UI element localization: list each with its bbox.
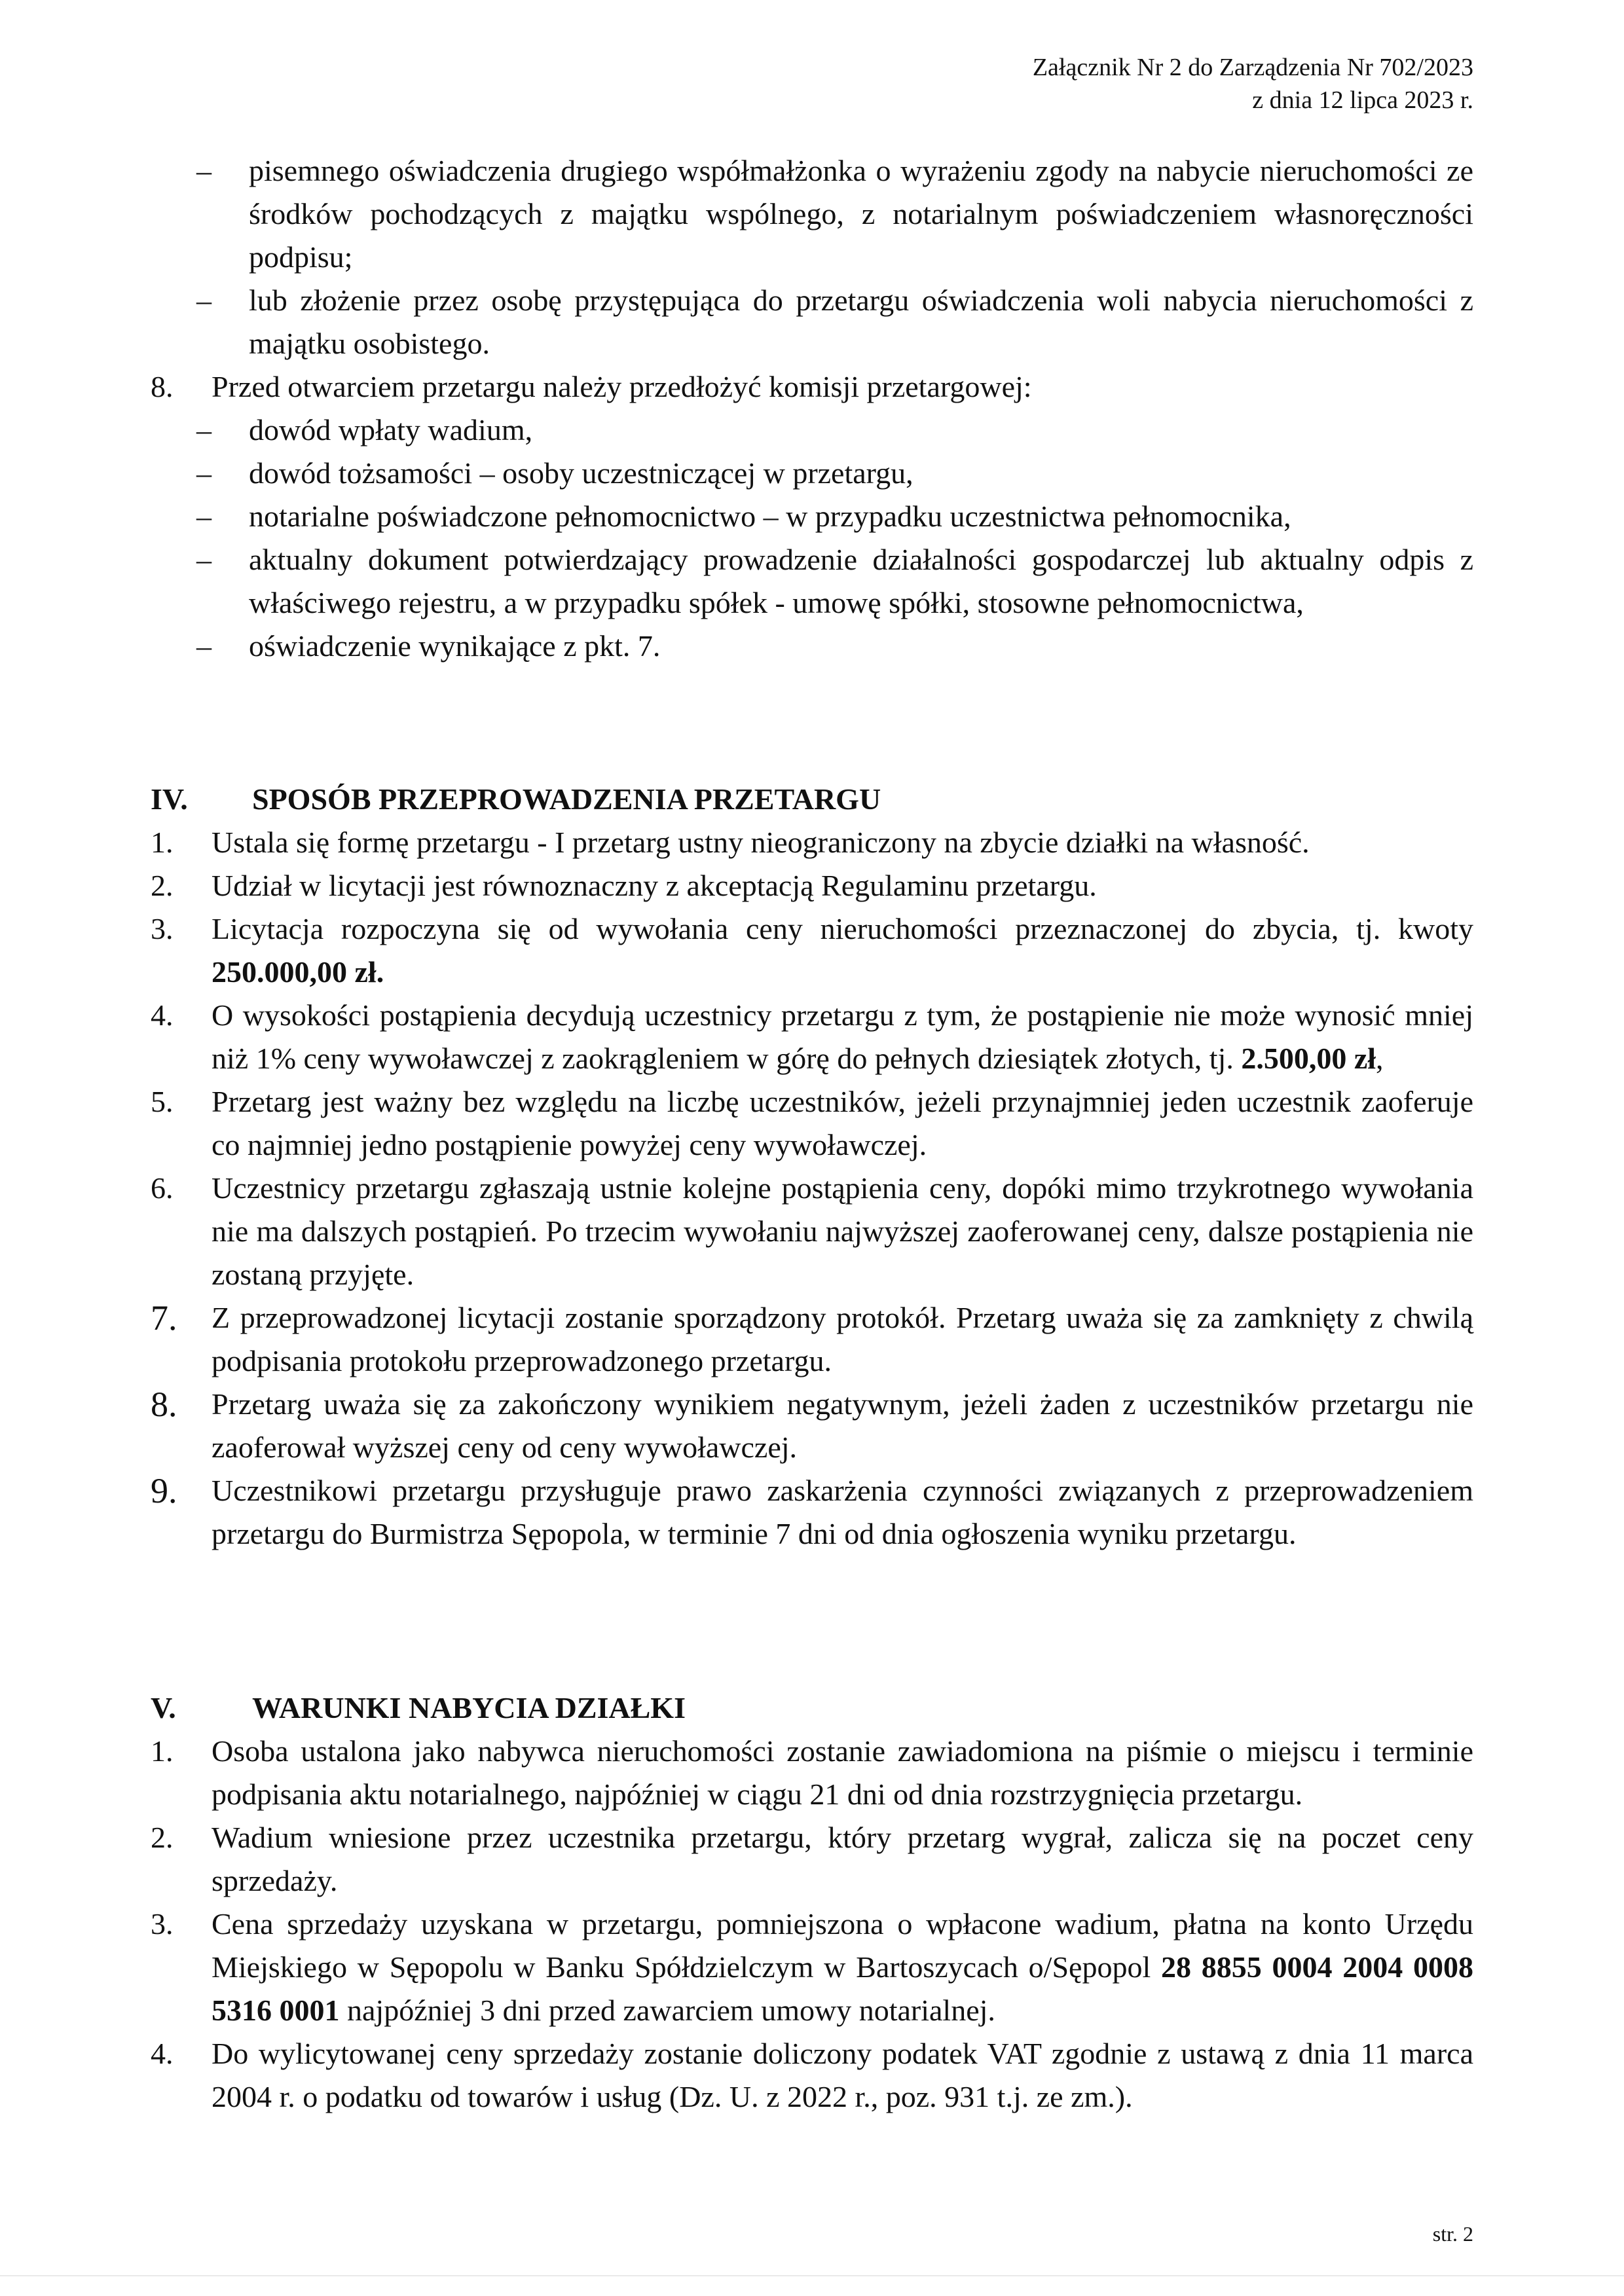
list-item-text: lub złożenie przez osobę przystępująca do przetargu oświadczenia woli nabycia nieruchomości z majątku osobistego. [249,283,1473,360]
item-number: 7. [151,1298,177,1338]
minimum-increment: 2.500,00 zł [1241,1042,1376,1075]
item-number: 2. [151,869,174,902]
item-text-part: O wysokości postąpienia decydują uczestnicy przetargu z tym, że postąpienie nie może wynosić mniej niż 1% ceny wywoławczej z zaokrągleniem w górę do pełnych dziesiątek złotych, tj. [212,998,1473,1075]
item-text: Przetarg uważa się za zakończony wynikiem negatywnym, jeżeli żaden z uczestników przetargu nie zaoferował wyższej ceny od ceny wywoławczej. [212,1387,1473,1464]
sub-list-item [151,538,1473,625]
section-purchase-conditions [151,1668,1473,2119]
item-number: 5. [151,1085,174,1118]
sub-list-item [151,409,1473,452]
item-text: Z przeprowadzonej licytacji zostanie sporządzony protokół. Przetarg uważa się za zamknięty z chwilą podpisania protokołu przeprowadzonego przetargu. [212,1301,1473,1377]
list-item [151,1816,1473,1903]
section-title: WARUNKI NABYCIA DZIAŁKI [252,1691,686,1724]
dash-bullet: – [196,543,212,576]
list-item-text: pisemnego oświadczenia drugiego współmałżonka o wyrażeniu zgody na nabycie nieruchomości ze środków pochodzących z majątku wspólnego, z notarialnym poświadczeniem własnoręczności podpisu; [249,154,1473,274]
item-number: 8. [151,370,174,403]
list-item [151,149,1473,279]
dash-bullet: – [196,629,212,663]
item-text: Ustala się formę przetargu - I przetarg ustny nieograniczony na zbycie działki na własność. [212,826,1310,859]
item-text: Przed otwarciem przetargu należy przedłożyć komisji przetargowej: [212,370,1032,403]
item-text: Do wylicytowanej ceny sprzedaży zostanie doliczony podatek VAT zgodnie z ustawą z dnia 11 marca 2004 r. o podatku od towarów i usług (Dz. U. z 2022 r., poz. 931 t.j. ze zm.). [212,2037,1473,2113]
section-heading [151,778,1473,821]
item-text: Osoba ustalona jako nabywca nieruchomości zostanie zawiadomiona na piśmie o miejscu i terminie podpisania aktu notarialnego, najpóźniej w ciągu 21 dni od dnia rozstrzygnięcia przetargu. [212,1734,1473,1811]
dash-bullet: – [196,283,212,317]
section-procedure [151,759,1473,1556]
sub-list-item [151,452,1473,495]
continued-list [151,149,1473,668]
list-item [151,1469,1473,1556]
list-item [151,1080,1473,1167]
page-number: str. 2 [1432,2222,1473,2246]
item-text-part: najpóźniej 3 dni przed zawarciem umowy notarialnej. [339,1994,995,2027]
document-header [1033,51,1473,117]
sub-list-item [151,495,1473,538]
item-text: Udział w licytacji jest równoznaczny z akceptacją Regulaminu przetargu. [212,869,1097,902]
list-item [151,907,1473,994]
item-number: 4. [151,998,174,1032]
list-item [151,994,1473,1080]
item-number: 8. [151,1385,177,1424]
list-item [151,821,1473,864]
list-item [151,1730,1473,1816]
item-text-part: Cena sprzedaży uzyskana w przetargu, pomniejszona o wpłacone wadium, płatna na konto Urzędu Miejskiego w Sępopolu w Banku Spółdzielczym w Bartoszycach o/Sępopol [212,1907,1473,1984]
list-item [151,1903,1473,2032]
sub-item-text: notarialne poświadczone pełnomocnictwo – w przypadku uczestnictwa pełnomocnika, [249,500,1291,533]
item-number: 1. [151,1734,174,1768]
item-number: 9. [151,1471,177,1510]
attachment-reference: Załącznik Nr 2 do Zarządzenia Nr 702/2023 [1032,54,1473,81]
dash-bullet: – [196,500,212,533]
section-number: V. [151,1691,176,1724]
list-item [151,1296,1473,1383]
item-text: Uczestnicy przetargu zgłaszają ustnie kolejne postąpienia ceny, dopóki mimo trzykrotnego wywołania nie ma dalszych postąpień. Po trzecim wywołaniu najwyższej zaoferowanej ceny, dalsze postąpienia nie zostaną przyjęte. [212,1171,1473,1291]
list-item [151,864,1473,907]
item-text [212,907,1473,994]
list-item [151,1167,1473,1296]
scan-edge-line [0,2275,1624,2276]
item-number: 4. [151,2037,174,2070]
item-text: Przetarg jest ważny bez względu na liczbę uczestników, jeżeli przynajmniej jeden uczestnik zaoferuje co najmniej jedno postąpienie powyżej ceny wywoławczej. [212,1085,1473,1161]
attachment-date: z dnia 12 lipca 2023 r. [1252,86,1473,114]
sub-item-text: oświadczenie wynikające z pkt. 7. [249,629,661,663]
sub-item-text: aktualny dokument potwierdzający prowadzenie działalności gospodarczej lub aktualny odpis z właściwego rejestru, a w przypadku spółek - umowę spółki, stosowne pełnomocnictwa, [249,543,1473,619]
list-item [151,279,1473,365]
item-text-part: Licytacja rozpoczyna się od wywołania ceny nieruchomości przeznaczonej do zbycia, tj. kwoty [212,912,1473,945]
item-number: 6. [151,1171,174,1205]
item-number: 3. [151,912,174,945]
section-heading [151,1686,1473,1730]
bank-account-number: 28 8855 0004 2004 0008 5316 0001 [212,1950,1474,2027]
item-text [212,1903,1473,2032]
dash-bullet: – [196,456,212,490]
item-text: Uczestnikowi przetargu przysługuje prawo zaskarżenia czynności związanych z przeprowadzeniem przetargu do Burmistrza Sępopola, w terminie 7 dni od dnia ogłoszenia wyniku przetargu. [212,1474,1473,1550]
sub-item-text: dowód tożsamości – osoby uczestniczącej w przetargu, [249,456,913,490]
list-item [151,1383,1473,1469]
item-number: 3. [151,1907,174,1941]
list-item [151,2032,1473,2119]
item-number: 1. [151,826,174,859]
item-text [212,994,1473,1080]
dash-bullet: – [196,413,212,446]
starting-price: 250.000,00 zł. [212,955,384,989]
item-text-part: , [1376,1042,1384,1075]
section-number: IV. [151,782,188,816]
section-title: SPOSÓB PRZEPROWADZENIA PRZETARGU [252,782,881,816]
list-item [151,365,1473,409]
item-number: 2. [151,1821,174,1854]
item-text: Wadium wniesione przez uczestnika przetargu, który przetarg wygrał, zalicza się na poczet ceny sprzedaży. [212,1821,1473,1897]
sub-item-text: dowód wpłaty wadium, [249,413,533,446]
sub-list-item [151,625,1473,668]
dash-bullet: – [196,154,212,187]
